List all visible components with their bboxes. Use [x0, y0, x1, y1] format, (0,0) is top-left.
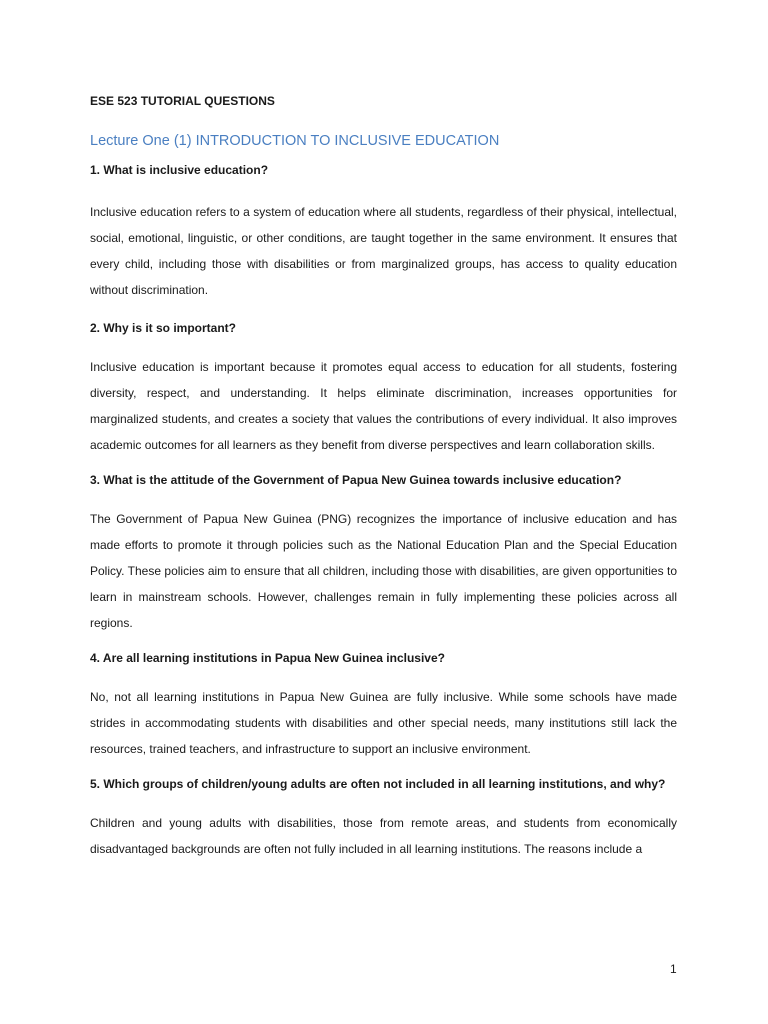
- page-number: 1: [670, 962, 677, 976]
- question-3: 3. What is the attitude of the Government of Papua New Guinea towards inclusive education?: [90, 473, 622, 487]
- answer-1: Inclusive education refers to a system of education where all students, regardless of their physical, intellectual, social, emotional, linguistic, or other conditions, are taught together in the same environment. It ensures that every child, including those with disabilities or from marginalized groups, has access to quality education without discrimination.: [90, 205, 677, 297]
- lecture-title: Lecture One (1) INTRODUCTION TO INCLUSIVE EDUCATION: [90, 133, 500, 149]
- document-body: [90, 160, 677, 862]
- answer-2: Inclusive education is important because it promotes equal access to education for all students, fostering diversity, respect, and understanding. It helps eliminate discrimination, increases opportunities for marginalized students, and creates a society that values the contributions of every individual. It also improves academic outcomes for all learners as they benefit from diverse perspectives and learn collaboration skills.: [90, 360, 677, 452]
- question-4: 4. Are all learning institutions in Papua New Guinea inclusive?: [90, 651, 445, 665]
- answer-3: The Government of Papua New Guinea (PNG) recognizes the importance of inclusive education and has made efforts to promote it through policies such as the National Education Plan and the Special Education Policy. These policies aim to ensure that all children, including those with disabilities, are given opportunities to learn in mainstream schools. However, challenges remain in fully implementing these policies across all regions.: [90, 512, 677, 630]
- answer-5: Children and young adults with disabilities, those from remote areas, and students from economically disadvantaged backgrounds are often not fully included in all learning institutions. The reasons include a: [90, 816, 677, 856]
- question-2: 2. Why is it so important?: [90, 321, 237, 335]
- question-5: 5. Which groups of children/young adults are often not included in all learning institutions, and why?: [90, 777, 666, 791]
- question-1: 1. What is inclusive education?: [90, 163, 269, 177]
- document-header: ESE 523 TUTORIAL QUESTIONS: [90, 94, 275, 108]
- answer-4: No, not all learning institutions in Papua New Guinea are fully inclusive. While some schools have made strides in accommodating students with disabilities and other special needs, many institutions still lack the resources, trained teachers, and infrastructure to support an inclusive environment.: [90, 690, 677, 756]
